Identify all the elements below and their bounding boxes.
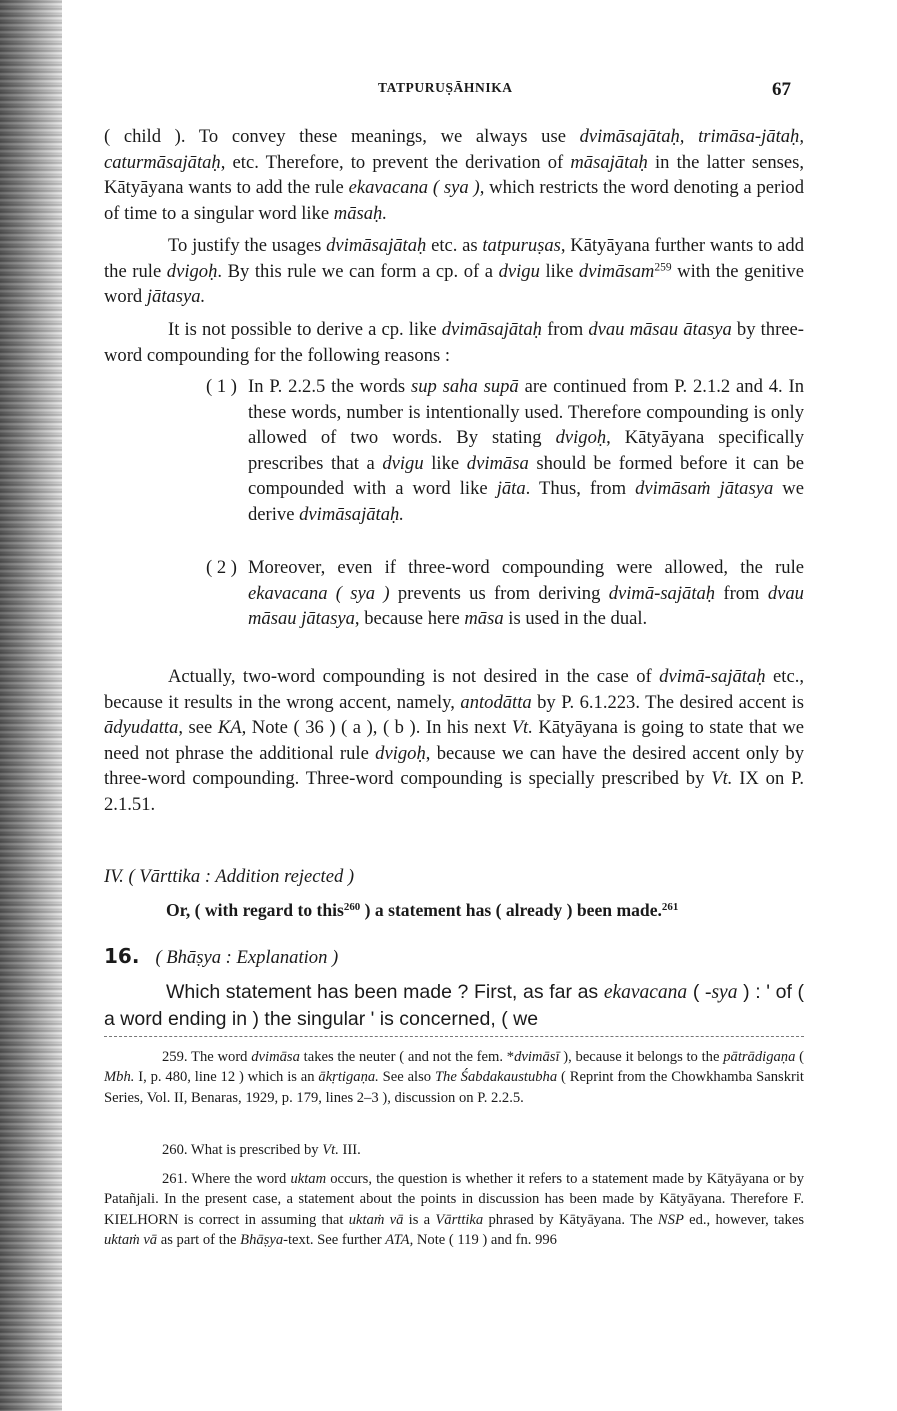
list-item-1: ( 1 ) In P. 2.2.5 the words sup saha supā are continued from P. 2.1.2 and 4. In these words, number is intentionally used. Therefore compounding is only allowed of two words. By stating dvigoḥ, Kātyāyana specifically prescribes that a dvigu like dvimāsa should be formed before it can be compounded with a word like jāta. Thus, from dvimāsaṁ jātasya we derive dvimāsajātaḥ.: [206, 376, 804, 525]
paragraph-3: It is not possible to derive a cp. like dvimāsajātaḥ from dvau māsau ātasya by three-word compounding for the following reasons :: [104, 319, 804, 366]
footnote-ref-261: 261: [661, 901, 679, 913]
paragraph-2: To justify the usages dvimāsajātaḥ etc. as tatpuruṣas, Kātyāyana further wants to add the rule dvigoḥ. By this rule we can form a cp. of a dvigu like dvimāsam$^{259}$ with the genitive word jātasya.: [104, 235, 804, 308]
section-number: 16.: [104, 944, 140, 968]
list-item-2: ( 2 ) Moreover, even if three-word compounding were allowed, the rule ekavacana ( sya ) prevents us from deriving dvimā-sajātaḥ from dvau māsau jātasya, because here māsa is used in the dual.: [206, 557, 804, 630]
footnote-261: 261. Where the word uktam occurs, the question is whether it refers to a statement made by Kātyāyana or by Patañjali. In the present case, a statement about the points in discussion has been made by Kātyāyana. Therefore F. KIELHORN is correct in assuming that uktaṁ vā is a Vārttika phrased by Kātyāyana. The NSP ed., however, takes uktaṁ vā as part of the Bhāṣya-text. See further ATA, Note ( 119 ) and fn. 996: [104, 1171, 805, 1249]
footnote-260: 260. What is prescribed by Vt. III.: [162, 1142, 361, 1158]
varttika-heading: IV. ( Vārttika : Addition rejected ): [104, 866, 355, 887]
footnote-259: 259. The word dvimāsa takes the neuter ( and not the fem. *dvimāsī ), because it belongs to the pātrādigaṇa ( Mbh. I, p. 480, line 12 ) which is an ākṛtigaṇa. See also The Śabdakaustubha ( Reprint from the Chowkhamba Sanskrit Series, Vol. II, Benaras, 1929, p. 179, lines 2–3 ), discussion on P. 2.2.5.: [104, 1049, 805, 1106]
list-item-number: ( 1 ): [206, 376, 237, 397]
bhasya-text: Which statement has been made ? First, as far as ekavacana ( -sya ) : ' of ( a word ending in ) the singular ' is concerned, ( we: [104, 981, 804, 1030]
running-title: TATPURUṢĀHNIKA: [378, 80, 513, 95]
bhasya-heading: 16. ( Bhāṣya : Explanation ): [104, 944, 339, 968]
paragraph-1: ( child ). To convey these meanings, we always use dvimāsajātaḥ, trimāsa-jātaḥ, caturmāsajātaḥ, etc. Therefore, to prevent the derivation of māsajātaḥ in the latter senses, Kātyāyana wants to add the rule ekavacana ( sya ), which restricts the word denoting a period of time to a singular word like māsaḥ.: [104, 126, 804, 224]
varttika-text: Or, ( with regard to this$^{260}$ ) a statement has ( already ) been made.$^{261}$: [166, 900, 679, 920]
footnote-ref-260: 260: [343, 901, 361, 913]
paragraph-4: Actually, two-word compounding is not desired in the case of dvimā-sajātaḥ etc., because it results in the wrong accent, namely, antodātta by P. 6.1.223. The desired accent is ādyudatta, see KA, Note ( 36 ) ( a ), ( b ). In his next Vt. Kātyāyana is going to state that we need not phrase the additional rule dvigoḥ, because we can have the desired accent only by three-word compounding. Three-word compounding is specially prescribed by Vt. IX on P. 2.1.51.: [104, 666, 804, 815]
footnote-divider: [104, 1036, 804, 1037]
book-binding-shadow: [0, 0, 62, 1411]
list-item-number: ( 2 ): [206, 557, 237, 578]
page-number: 67: [772, 79, 791, 100]
footnote-ref-259: 259: [654, 261, 672, 274]
